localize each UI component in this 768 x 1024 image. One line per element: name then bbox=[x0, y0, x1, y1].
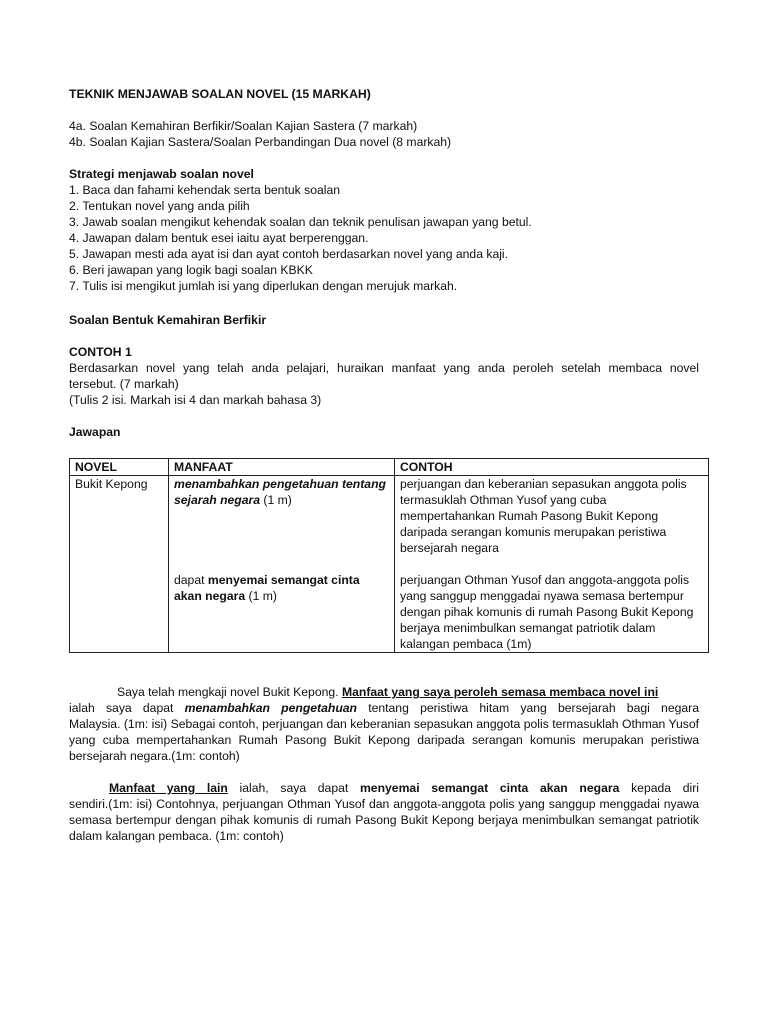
strategy-item: 7. Tulis isi mengikut jumlah isi yang diperlukan dengan merujuk markah. bbox=[69, 279, 458, 293]
paragraph-1-key: menambahkan pengetahuan bbox=[184, 701, 357, 715]
header-novel: NOVEL bbox=[70, 459, 169, 476]
sub-item-4b: 4b. Soalan Kajian Sastera/Soalan Perbandingan Dua novel (8 markah) bbox=[69, 135, 452, 149]
cell-contoh-1 bbox=[395, 476, 709, 557]
novel-name: Bukit Kepong bbox=[75, 477, 148, 491]
cell-contoh-2 bbox=[395, 572, 709, 653]
manfaat-2-text: menyemai semangat cinta akan negara bbox=[174, 573, 360, 603]
contoh-2-text: perjuangan Othman Yusof dan anggota-anggota polis yang sanggup menggadai nyawa semasa bertempur dengan pihak komunis di rumah Pasong Bukit Kepong berjaya menimbulkan semangat patriotik dalam kalangan pembaca (1m) bbox=[400, 573, 694, 651]
example-note: (Tulis 2 isi. Markah isi 4 dan markah bahasa 3) bbox=[69, 393, 322, 407]
answer-heading: Jawapan bbox=[69, 425, 121, 439]
example-label: CONTOH 1 bbox=[69, 345, 132, 359]
sub-item-4a: 4a. Soalan Kemahiran Berfikir/Soalan Kajian Sastera (7 markah) bbox=[69, 119, 418, 133]
header-manfaat: MANFAAT bbox=[169, 459, 395, 476]
strategy-item: 6. Beri jawapan yang logik bagi soalan KBKK bbox=[69, 263, 313, 277]
paragraph-2-rest: sendiri.(1m: isi) Contohnya, perjuangan Othman Yusof dan anggota-anggota polis yang sanggup menggadai nyawa semasa bertempur dengan pihak komunis di rumah Pasong Bukit Kepong berjaya menimbulkan semangat patriotik dalam kalangan pembaca. (1m: contoh) bbox=[69, 797, 699, 843]
strategy-item: 3. Jawab soalan mengikut kehendak soalan dan teknik penulisan jawapan yang betul. bbox=[69, 215, 532, 229]
section-heading: Soalan Bentuk Kemahiran Berfikir bbox=[69, 313, 267, 327]
table-spacer-row bbox=[70, 556, 709, 572]
paragraph-1-line2b: tentang peristiwa hitam yang bersejarah bagi negara bbox=[357, 701, 699, 715]
manfaat-1-mark: (1 m) bbox=[260, 493, 292, 507]
strategy-item: 2. Tentukan novel yang anda pilih bbox=[69, 199, 250, 213]
example-question-line2: tersebut. (7 markah) bbox=[69, 377, 179, 391]
manfaat-1-text: menambahkan pengetahuan tentang sejarah negara bbox=[174, 477, 386, 507]
paragraph-1-intro: Saya telah mengkaji novel Bukit Kepong. bbox=[117, 685, 342, 699]
cell-manfaat-1 bbox=[169, 476, 395, 557]
paragraph-1-rest: Malaysia. (1m: isi) Sebagai contoh, perjuangan dan keberanian sepasukan anggota polis termasuklah Othman Yusof yang cuba mempertahankan Rumah Pasong Bukit Kepong daripada serangan komunis merupakan peristiwa bersejarah negara.(1m: contoh) bbox=[69, 717, 699, 763]
header-contoh: CONTOH bbox=[395, 459, 709, 476]
table-row bbox=[70, 572, 709, 653]
contoh-1-text: perjuangan dan keberanian sepasukan anggota polis termasuklah Othman Yusof yang cuba mempertahankan Rumah Pasong Bukit Kepong daripada serangan komunis merupakan peristiwa bersejarah negara bbox=[400, 477, 687, 555]
strategy-heading: Strategi menjawab soalan novel bbox=[69, 167, 254, 181]
strategy-list bbox=[69, 182, 709, 294]
paragraph-1-highlight: Manfaat yang saya peroleh semasa membaca novel ini bbox=[341, 685, 659, 699]
manfaat-2-mark: (1 m) bbox=[245, 589, 277, 603]
paragraph-2-key: menyemai semangat cinta akan negara bbox=[359, 781, 620, 795]
answer-table bbox=[69, 458, 709, 653]
manfaat-2-prefix: dapat bbox=[174, 573, 208, 587]
answer-paragraph-2 bbox=[69, 780, 699, 844]
paragraph-2-tail: kepada diri bbox=[619, 781, 700, 795]
table-header-row bbox=[70, 459, 709, 476]
paragraph-1-line2a: ialah saya dapat bbox=[69, 701, 185, 715]
cell-novel-empty bbox=[70, 572, 169, 653]
cell-novel bbox=[70, 476, 169, 557]
cell-manfaat-2 bbox=[169, 572, 395, 653]
strategy-item: 4. Jawapan dalam bentuk esei iaitu ayat berperenggan. bbox=[69, 231, 369, 245]
answer-paragraph-1 bbox=[69, 684, 699, 764]
table-row bbox=[70, 476, 709, 557]
strategy-item: 5. Jawapan mesti ada ayat isi dan ayat contoh berdasarkan novel yang anda kaji. bbox=[69, 247, 509, 261]
paragraph-2-mid: ialah, saya dapat bbox=[227, 781, 360, 795]
example-question-line1: Berdasarkan novel yang telah anda pelajari, huraikan manfaat yang anda peroleh setelah membaca novel bbox=[69, 361, 699, 375]
paragraph-2-highlight: Manfaat yang lain bbox=[109, 781, 228, 795]
document-title: TEKNIK MENJAWAB SOALAN NOVEL (15 MARKAH) bbox=[69, 87, 371, 101]
strategy-item: 1. Baca dan fahami kehendak serta bentuk soalan bbox=[69, 183, 341, 197]
